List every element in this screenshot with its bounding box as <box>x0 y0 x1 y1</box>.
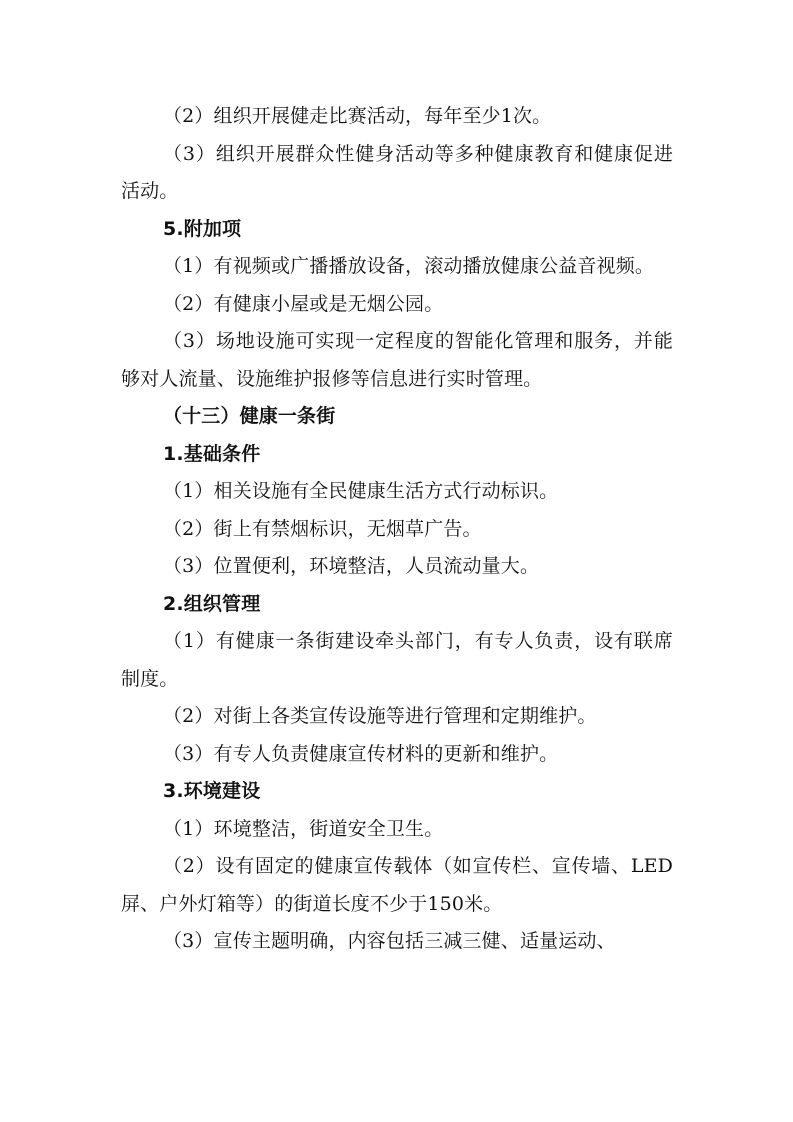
paragraph-walk-competition: （2）组织开展健走比赛活动，每年至少1次。 <box>163 105 552 127</box>
paragraph-lifestyle-signage: （1）相关设施有全民健康生活方式行动标识。 <box>163 480 559 502</box>
heading-health-street: （十三）健康一条街 <box>163 405 336 427</box>
paragraph-lead-department: （1）有健康一条街建设牵头部门，有专人负责，设有联席制度。 <box>121 630 673 690</box>
heading-basic-conditions: 1.基础条件 <box>163 442 261 465</box>
paragraph-smart-management: （3）场地设施可实现一定程度的智能化管理和服务，并能够对人流量、设施维护报修等信息进行实时管理。 <box>121 330 673 390</box>
heading-organization: 2.组织管理 <box>163 592 261 615</box>
paragraph-broadcast-equipment: （1）有视频或广播播放设备，滚动播放健康公益音视频。 <box>163 255 654 277</box>
document-body <box>121 98 673 961</box>
heading-additional-items: 5.附加项 <box>163 217 242 240</box>
paragraph-publicity-carriers: （2）设有固定的健康宣传载体（如宣传栏、宣传墙、LED屏、户外灯箱等）的街道长度不少于150米。 <box>121 855 673 915</box>
paragraph-facility-maintenance: （2）对街上各类宣传设施等进行管理和定期维护。 <box>163 705 597 727</box>
paragraph-clean-street: （1）环境整洁，街道安全卫生。 <box>163 817 444 840</box>
paragraph-fitness-activities: （3）组织开展群众性健身活动等多种健康教育和健康促进活动。 <box>121 142 673 202</box>
paragraph-publicity-themes: （3）宣传主题明确，内容包括三减三健、适量运动、 <box>163 930 616 952</box>
paragraph-material-updates: （3）有专人负责健康宣传材料的更新和维护。 <box>163 742 559 765</box>
paragraph-location: （3）位置便利，环境整洁，人员流动量大。 <box>163 555 540 577</box>
paragraph-no-smoking: （2）街上有禁烟标识，无烟草广告。 <box>163 517 482 540</box>
paragraph-health-hut: （2）有健康小屋或是无烟公园。 <box>163 292 444 315</box>
heading-environment: 3.环境建设 <box>163 780 261 802</box>
